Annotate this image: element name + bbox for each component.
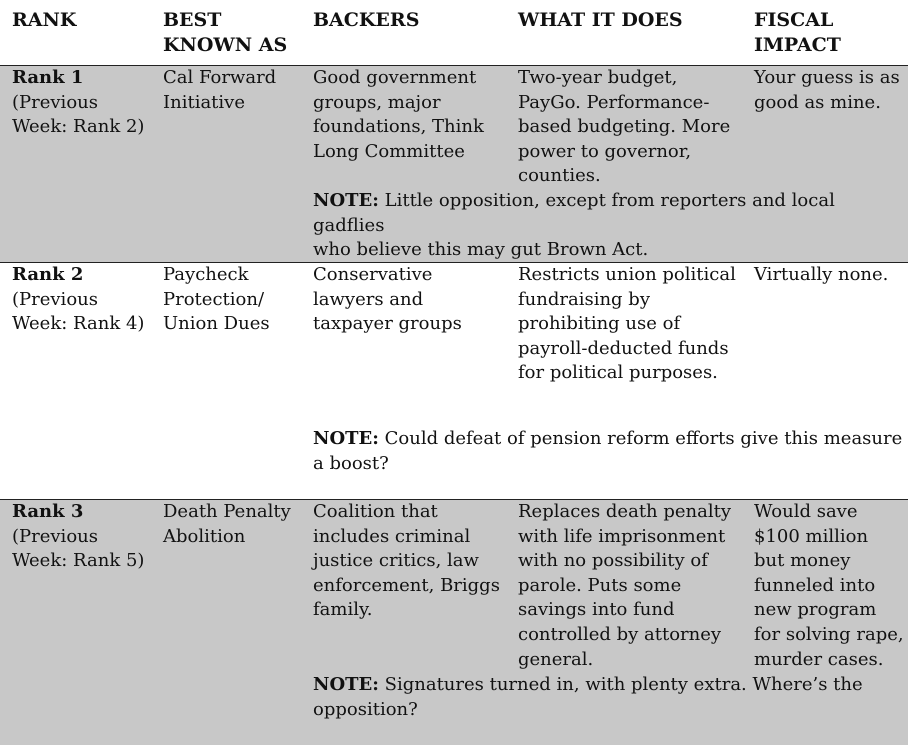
- rank-label: Rank 3: [12, 501, 84, 522]
- row-1-fiscal-impact: Your guess is as good as mine.: [754, 67, 900, 113]
- note-label: NOTE:: [313, 428, 379, 449]
- row-2-rank: [12, 263, 160, 337]
- rank-previous: (Previous Week: Rank 4): [12, 288, 145, 335]
- row-2-best-known-as: Paycheck Protection/ Union Dues: [163, 264, 270, 335]
- rank-label: Rank 2: [12, 264, 84, 285]
- row-1-what-it-does: Two-year budget, PayGo. Performance- based budgeting. More power to governor, counties.: [518, 67, 731, 187]
- rank-label: Rank 1: [12, 67, 84, 88]
- header-best-known-as: BEST KNOWN AS: [163, 9, 288, 56]
- row-3-what-it-does: Replaces death penalty with life imprisonment with no possibility of parole. Puts some savings into fund controlled by attorney general.: [518, 501, 732, 670]
- row-3-rank: [12, 500, 160, 574]
- row-1-rank: [12, 66, 160, 140]
- rank-previous: (Previous Week: Rank 5): [12, 525, 145, 572]
- header-what-it-does: WHAT IT DOES: [518, 9, 683, 31]
- note-text: Signatures turned in, with plenty extra. Where’s the opposition?: [313, 674, 863, 720]
- row-1-best-known-as: Cal Forward Initiative: [163, 67, 277, 113]
- row-2-backers: Conservative lawyers and taxpayer groups: [313, 264, 462, 335]
- row-3-fiscal-impact: Would save $100 million but money funneled into new program for solving rape, murder cases.: [754, 501, 904, 670]
- row-3-note: [313, 673, 903, 722]
- row-2-fiscal-impact: Virtually none.: [754, 264, 889, 285]
- note-text: Little opposition, except from reporters and local gadflies who believe this may gut Brown Act.: [313, 190, 835, 261]
- note-label: NOTE:: [313, 190, 379, 211]
- row-2-what-it-does: Restricts union political fundraising by prohibiting use of payroll-deducted funds for political purposes.: [518, 264, 736, 384]
- note-text: Could defeat of pension reform efforts give this measure a boost?: [313, 428, 903, 474]
- row-3-best-known-as: Death Penalty Abolition: [163, 501, 291, 547]
- row-1-backers: Good government groups, major foundations, Think Long Committee: [313, 67, 484, 162]
- row-1-note: [313, 189, 903, 263]
- note-label: NOTE:: [313, 674, 379, 695]
- header-backers: BACKERS: [313, 9, 420, 31]
- header-fiscal-impact: FISCAL IMPACT: [754, 9, 841, 56]
- header-rank: RANK: [12, 9, 77, 31]
- row-3-backers: Coalition that includes criminal justice critics, law enforcement, Briggs family.: [313, 501, 500, 621]
- row-2-note: [313, 427, 903, 476]
- rank-previous: (Previous Week: Rank 2): [12, 91, 145, 138]
